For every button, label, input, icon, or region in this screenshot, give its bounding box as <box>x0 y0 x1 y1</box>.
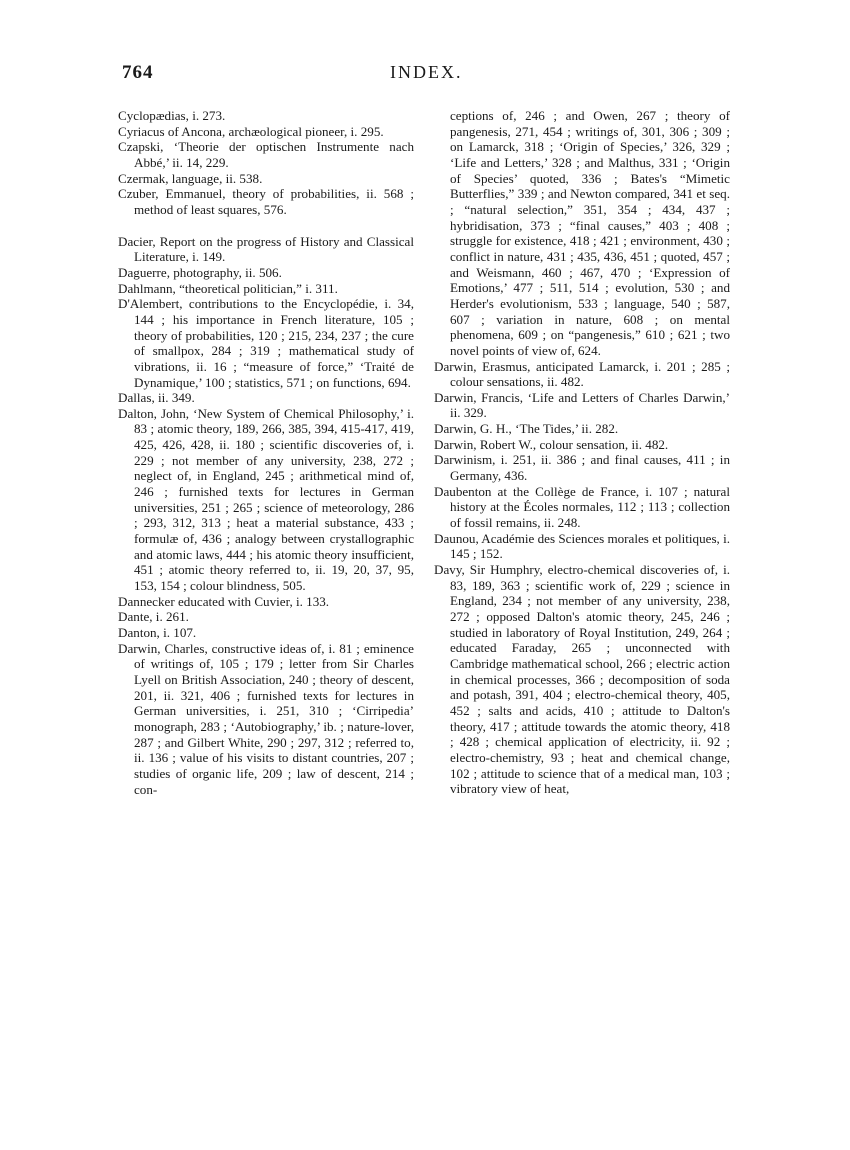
index-entry: D'Alembert, contributions to the Encyclopédie, i. 34, 144 ; his importance in French literature, 105 ; theory of probabilities, 120 ; 215, 234, 237 ; the cure of smallpox, 284 ; 319 ; mathematical study of vibrations, ii. 16 ; “measure of force,” ‘Traité de Dynamique,’ 100 ; statistics, 571 ; on functions, 694. <box>118 296 414 390</box>
index-entry: Czapski, ‘Theorie der optischen Instrumente nach Abbé,’ ii. 14, 229. <box>118 139 414 170</box>
index-entry: Darwinism, i. 251, ii. 386 ; and final causes, 411 ; in Germany, 436. <box>434 452 730 484</box>
index-entry: Daunou, Académie des Sciences morales et politiques, i. 145 ; 152. <box>434 530 730 562</box>
index-entry: Dallas, ii. 349. <box>118 390 195 406</box>
index-entry: Danton, i. 107. <box>118 625 197 640</box>
index-entry: Dannecker educated with Cuvier, i. 133. <box>118 593 330 609</box>
index-entry: Dante, i. 261. <box>118 609 189 625</box>
index-entry: Dalton, John, ‘New System of Chemical Philosophy,’ i. 83 ; atomic theory, 189, 266, 385, 394, 415-417, 419, 425, 426, 428, ii. 180 ; scientific discoveries of, i. 229 ; not member of any university, 238, 272 ; neglect of, in England, 245 ; arithmetical mind of, 246 ; furnished texts for lectures in German universities, 251 ; 265 ; science of meteorology, 286 ; 293, 312, 313 ; heat a material substance, 433 ; formulæ of, 436 ; analogy between crystallographic and atomic laws, 444 ; his atomic theory insufficient, 451 ; atomic theory referred to, ii. 19, 20, 37, 95, 153, 154 ; colour blindness, 505. <box>118 405 414 594</box>
index-entry: Darwin, G. H., ‘The Tides,’ ii. 282. <box>434 421 619 437</box>
index-entry: Darwin, Erasmus, anticipated Lamarck, i. 201 ; 285 ; colour sensations, ii. 482. <box>434 358 730 390</box>
page-number: 764 <box>122 62 154 83</box>
index-entry: Daubenton at the Collège de France, i. 107 ; natural history at the Écoles normales, 112 ; 113 ; collection of fossil remains, ii. 248. <box>434 483 730 531</box>
index-entry-continued: ceptions of, 246 ; and Owen, 267 ; theory of pangenesis, 271, 454 ; writings of, 301, 306 ; 309 ; on Lamarck, 318 ; ‘Origin of Species,’ 326, 329 ; ‘Life and Letters,’ 328 ; and Malthus, 331 ; ‘Origin of Species’ quoted, 336 ; Bates's “Mimetic Butterflies,” 339 ; and Newton compared, 341 et seq. ; “natural selection,” 351, 354 ; 434, 437 ; hybridisation, 373 ; “final causes,” 403 ; 408 ; struggle for existence, 418 ; 421 ; environment, 430 ; conflict in nature, 431 ; 435, 436, 451 ; quoted, 457 ; and Weismann, 460 ; 467, 470 ; ‘Expression of Emotions,’ 477 ; 511, 514 ; evolution, 530 ; and Herder's evolutionism, 533 ; language, 540 ; 587, 607 ; variation in nature, 608 ; on mental phenomena, 609 ; on “pangenesis,” 610 ; 621 ; two novel points of view of, 624. <box>450 108 730 358</box>
index-entry: Dacier, Report on the progress of History and Classical Literature, i. 149. <box>118 233 414 265</box>
index-entry: Darwin, Francis, ‘Life and Letters of Charles Darwin,’ ii. 329. <box>434 389 730 421</box>
left-column <box>118 108 414 797</box>
letter-gap <box>118 218 414 234</box>
index-entry: Davy, Sir Humphry, electro-chemical discoveries of, i. 83, 189, 363 ; scientific work of, 229 ; science in England, 234 ; not member of any university, 238, 272 ; opposed Dalton's atomic theory, 245, 246 ; studied in laboratory of Royal Institution, 249, 264 ; educated Faraday, 265 ; unconnected with Cambridge mathematical school, 266 ; electric action in chemical processes, 366 ; decomposition of soda and potash, 391, 404 ; electro-chemical theory, 405, 452 ; salts and acids, 410 ; attitude to Dalton's theory, 417 ; attitude towards the atomic theory, 418 ; 428 ; chemical application of electricity, ii. 92 ; electro-chemistry, 93 ; heat and chemical change, 102 ; attitude to science that of a medical man, 103 ; vibratory view of heat, <box>434 562 730 797</box>
index-entry: Darwin, Charles, constructive ideas of, i. 81 ; eminence of writings of, 105 ; 179 ; letter from Sir Charles Lyell on British Association, 240 ; theory of descent, 201, ii. 321, 406 ; furnished texts for lectures in German universities, i. 251, 310 ; ‘Cirripedia’ monograph, 283 ; ‘Autobiography,’ ib. ; nature-lover, 287 ; and Gilbert White, 290 ; 297, 312 ; referred to, ii. 136 ; value of his visits to distant countries, 207 ; studies of organic life, 209 ; law of descent, 214 ; con- <box>118 640 414 797</box>
right-column <box>434 108 730 797</box>
index-entry: Cyclopædias, i. 273. <box>118 108 226 123</box>
index-entry: Czuber, Emmanuel, theory of probabilities, ii. 568 ; method of least squares, 576. <box>118 186 414 217</box>
index-entry: Cyriacus of Ancona, archæological pioneer, i. 295. <box>118 123 384 139</box>
page-header <box>122 62 732 84</box>
index-entry: Czermak, language, ii. 538. <box>118 170 263 186</box>
index-entry: Daguerre, photography, ii. 506. <box>118 264 282 280</box>
index-entry: Dahlmann, “theoretical politician,” i. 311. <box>118 280 338 296</box>
index-entry: Darwin, Robert W., colour sensation, ii. 482. <box>434 436 669 452</box>
running-head: INDEX. <box>390 62 463 82</box>
